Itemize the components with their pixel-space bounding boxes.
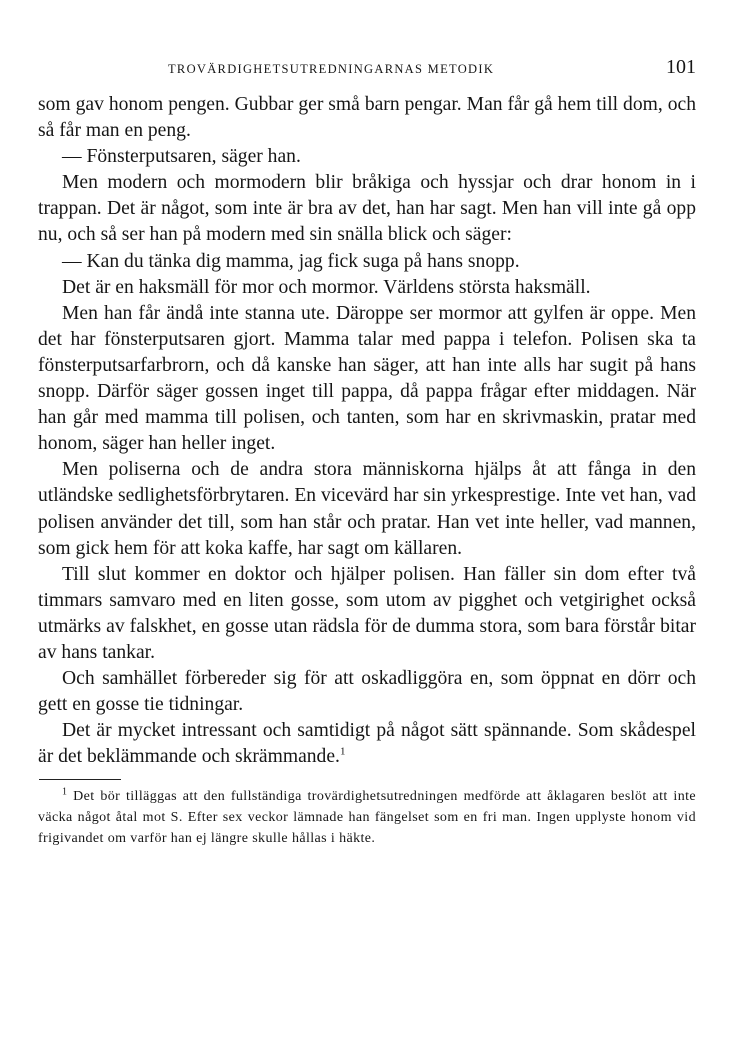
paragraph: — Kan du tänka dig mamma, jag fick suga på hans snopp. bbox=[62, 250, 520, 272]
footnote bbox=[38, 786, 696, 849]
footnote-marker: 1 bbox=[62, 786, 68, 798]
footnote-text: Det bör tilläggas att den fullständiga trovärdighetsutredningen medförde att åklagaren beslöt att inte väcka något åtal mot S. Efter sex veckor lämnade han fängelset som en fri man. Ingen upplyste honom vid frigivandet om varför han ej längre skulle hållas i häkte. bbox=[38, 789, 697, 847]
paragraph: som gav honom pengen. Gubbar ger små barn pengar. Man får gå hem till dom, och så får man en peng. bbox=[38, 94, 696, 142]
footnotes bbox=[38, 786, 696, 849]
footnote-reference: 1 bbox=[339, 745, 346, 758]
paragraph: Men poliserna och de andra stora människorna hjälps åt att fånga in den utländske sedlighetsförbrytaren. En vicevärd har sin yrkesprestige. Inte vet han, vad polisen använder det till, som han står och pratar. Han vet inte heller, vad mannen, som gick hem för att koka kaffe, har sagt om källaren. bbox=[38, 459, 696, 559]
page-number: 101 bbox=[666, 56, 696, 78]
paragraph: Och samhället förbereder sig för att oskadliggöra en, som öppnat en dörr och gett en gosse tie tidningar. bbox=[38, 668, 696, 716]
paragraph: Det är en haksmäll för mor och mormor. Världens största haksmäll. bbox=[62, 276, 591, 298]
paragraph-text: Det är mycket intressant och samtidigt på något sätt spännande. Som skådespel är det beklämmande och skrämmande. bbox=[38, 720, 696, 768]
paragraph: Men modern och mormodern blir bråkiga och hyssjar och drar honom in i trappan. Det är något, som inte är bra av det, han har sagt. Men han vill inte gå opp nu, och så ser han på modern med sin snälla blick och säger: bbox=[38, 172, 696, 246]
footnote-divider bbox=[39, 779, 121, 780]
book-page bbox=[38, 56, 696, 849]
page-header bbox=[38, 56, 696, 86]
paragraph: — Fönsterputsaren, säger han. bbox=[62, 146, 301, 168]
running-head: TROVÄRDIGHETSUTREDNINGARNAS METODIK bbox=[168, 62, 495, 76]
body-text bbox=[38, 92, 696, 770]
paragraph: Till slut kommer en doktor och hjälper polisen. Han fäller sin dom efter två timmars samvaro med en liten gosse, som utom av pigghet och vetgirighet också utmärks av falskhet, en gosse utan rädsla för de dumma stora, som bara förstår bitar av hans tankar. bbox=[38, 563, 696, 663]
paragraph-with-note bbox=[38, 718, 696, 770]
paragraph: Men han får ändå inte stanna ute. Däroppe ser mormor att gylfen är oppe. Men det har fönsterputsaren gjort. Mamma talar med pappa i telefon. Polisen ska ta fönsterputsarfarbrorn, och då kanske han säger, att han inte alls har sugit på hans snopp. Därför säger gossen inget till pappa, då pappa frågar efter middagen. När han går med mamma till polisen, och tanten, som har en skrivmaskin, pratar med honom, säger han heller inget. bbox=[38, 302, 696, 455]
